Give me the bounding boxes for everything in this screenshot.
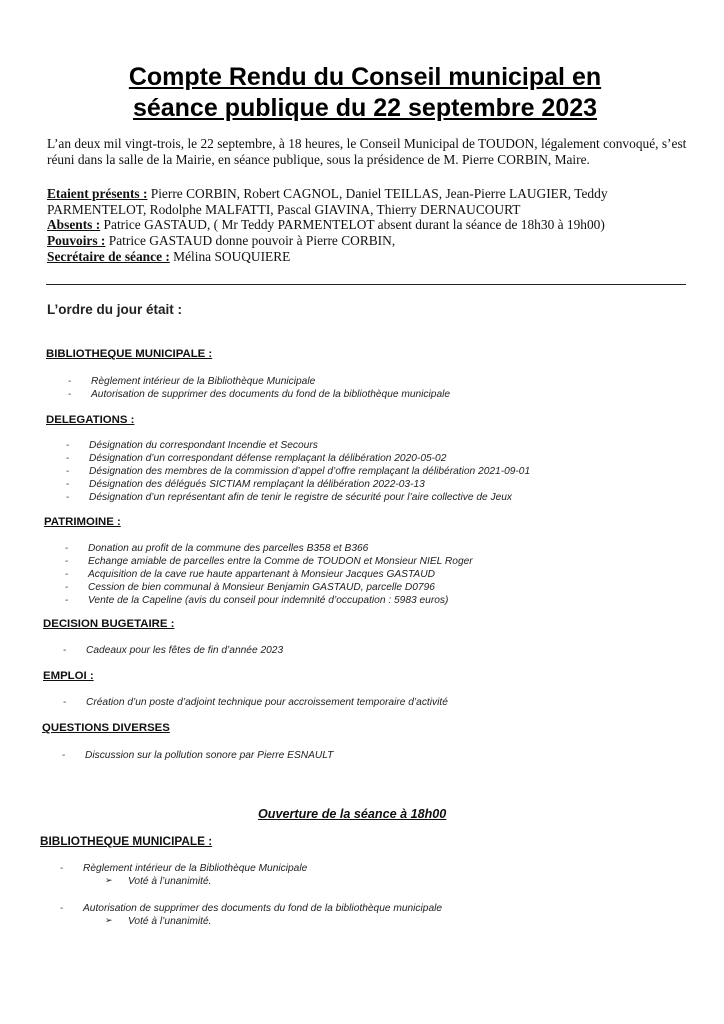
list-dash: - [65, 569, 69, 580]
section-heading: DELEGATIONS : [46, 414, 135, 426]
presents-line [47, 186, 687, 202]
intro-paragraph [47, 136, 687, 168]
absents-line [47, 217, 687, 233]
vote-result: Voté à l’unanimité. [128, 876, 212, 887]
secretaire-label: Secrétaire de séance : [47, 248, 170, 264]
list-item: Désignation des membres de la commission d’appel d’offre remplaçant la délibération 2021-09-01 [89, 466, 531, 477]
attendance-block [47, 186, 687, 265]
seance-item: Règlement intérieur de la Bibliothèque Municipale [83, 863, 308, 874]
list-dash: - [68, 376, 72, 387]
absents-label: Absents : [47, 217, 101, 233]
list-dash: - [65, 582, 69, 593]
list-item: Vente de la Capeline (avis du conseil pour indemnité d’occupation : 5983 euros) [88, 595, 449, 606]
list-item: Echange amiable de parcelles entre la Comme de TOUDON et Monsieur NIEL Roger [88, 556, 473, 567]
list-dash: - [65, 556, 69, 567]
list-item: Création d’un poste d’adjoint technique pour accroissement temporaire d’activité [86, 697, 448, 708]
list-dash: - [60, 863, 64, 874]
presents-names-2: PARMENTELOT, Rodolphe MALFATTI, Pascal GIAVINA, Thierry DERNAUCOURT [47, 201, 521, 217]
seance-item: Autorisation de supprimer des documents du fond de la bibliothèque municipale [83, 903, 443, 914]
list-dash: - [66, 440, 70, 451]
section-heading: PATRIMOINE : [44, 516, 121, 528]
title-line-2: séance publique du 22 septembre 2023 [132, 94, 598, 122]
section-heading: BIBLIOTHEQUE MUNICIPALE : [46, 348, 213, 360]
arrow-bullet-icon: ➢ [105, 876, 113, 886]
intro-line-1: L’an deux mil vingt-trois, le 22 septembre, à 18 heures, le Conseil Municipal de TOUDON, légalement convoqué, s’est [47, 136, 687, 151]
document-title [60, 62, 670, 124]
list-dash: - [60, 903, 64, 914]
vote-result: Voté à l’unanimité. [128, 916, 212, 927]
list-item: Autorisation de supprimer des documents du fond de la bibliothèque municipale [91, 389, 451, 400]
pouvoirs-text: Patrice GASTAUD donne pouvoir à Pierre CORBIN, [105, 233, 396, 249]
ouverture-title: Ouverture de la séance à 18h00 [258, 807, 447, 821]
presents-names-1: Pierre CORBIN, Robert CAGNOL, Daniel TEILLAS, Jean-Pierre LAUGIER, Teddy [147, 186, 608, 201]
title-line-1: Compte Rendu du Conseil municipal en [128, 63, 602, 91]
list-dash: - [65, 595, 69, 606]
intro-line-2: réuni dans la salle de la Mairie, en séance publique, sous la présidence de M. Pierre CORBIN, Maire. [47, 152, 590, 167]
list-dash: - [66, 453, 70, 464]
list-dash: - [66, 479, 70, 490]
list-item: Désignation d’un correspondant défense remplaçant la délibération 2020-05-02 [89, 453, 447, 464]
list-item: Désignation d’un représentant afin de tenir le registre de sécurité pour l’aire collective de Jeux [89, 492, 513, 503]
list-dash: - [66, 466, 70, 477]
section-heading: QUESTIONS DIVERSES [42, 722, 170, 734]
list-dash: - [65, 543, 69, 554]
list-item: Discussion sur la pollution sonore par Pierre ESNAULT [85, 750, 334, 761]
list-item: Règlement intérieur de la Bibliothèque Municipale [91, 376, 316, 387]
list-dash: - [63, 645, 67, 656]
list-dash: - [66, 492, 70, 503]
absents-text: Patrice GASTAUD, ( Mr Teddy PARMENTELOT absent durant la séance de 18h30 à 19h00) [100, 217, 605, 233]
section-divider [46, 284, 686, 285]
list-dash: - [62, 750, 66, 761]
secretaire-line [47, 249, 687, 265]
list-item: Donation au profit de la commune des parcelles B358 et B366 [88, 543, 369, 554]
list-dash: - [63, 697, 67, 708]
ordre-du-jour-title: L’ordre du jour était : [47, 302, 183, 317]
pouvoirs-line [47, 233, 687, 249]
list-item: Cadeaux pour les fêtes de fin d’année 2023 [86, 645, 284, 656]
secretaire-text: Mélina SOUQUIERE [169, 248, 291, 264]
arrow-bullet-icon: ➢ [105, 916, 113, 926]
list-item: Désignation du correspondant Incendie et Secours [89, 440, 318, 451]
seance-section-heading: BIBLIOTHEQUE MUNICIPALE : [40, 834, 213, 848]
list-dash: - [68, 389, 72, 400]
list-item: Cession de bien communal à Monsieur Benjamin GASTAUD, parcelle D0796 [88, 582, 435, 593]
section-heading: EMPLOI : [43, 670, 94, 682]
section-heading: DECISION BUGETAIRE : [43, 618, 175, 630]
pouvoirs-label: Pouvoirs : [47, 233, 106, 249]
presents-label: Etaient présents : [47, 186, 148, 201]
list-item: Acquisition de la cave rue haute appartenant à Monsieur Jacques GASTAUD [88, 569, 435, 580]
list-item: Désignation des délégués SICTIAM remplaçant la délibération 2022-03-13 [89, 479, 425, 490]
